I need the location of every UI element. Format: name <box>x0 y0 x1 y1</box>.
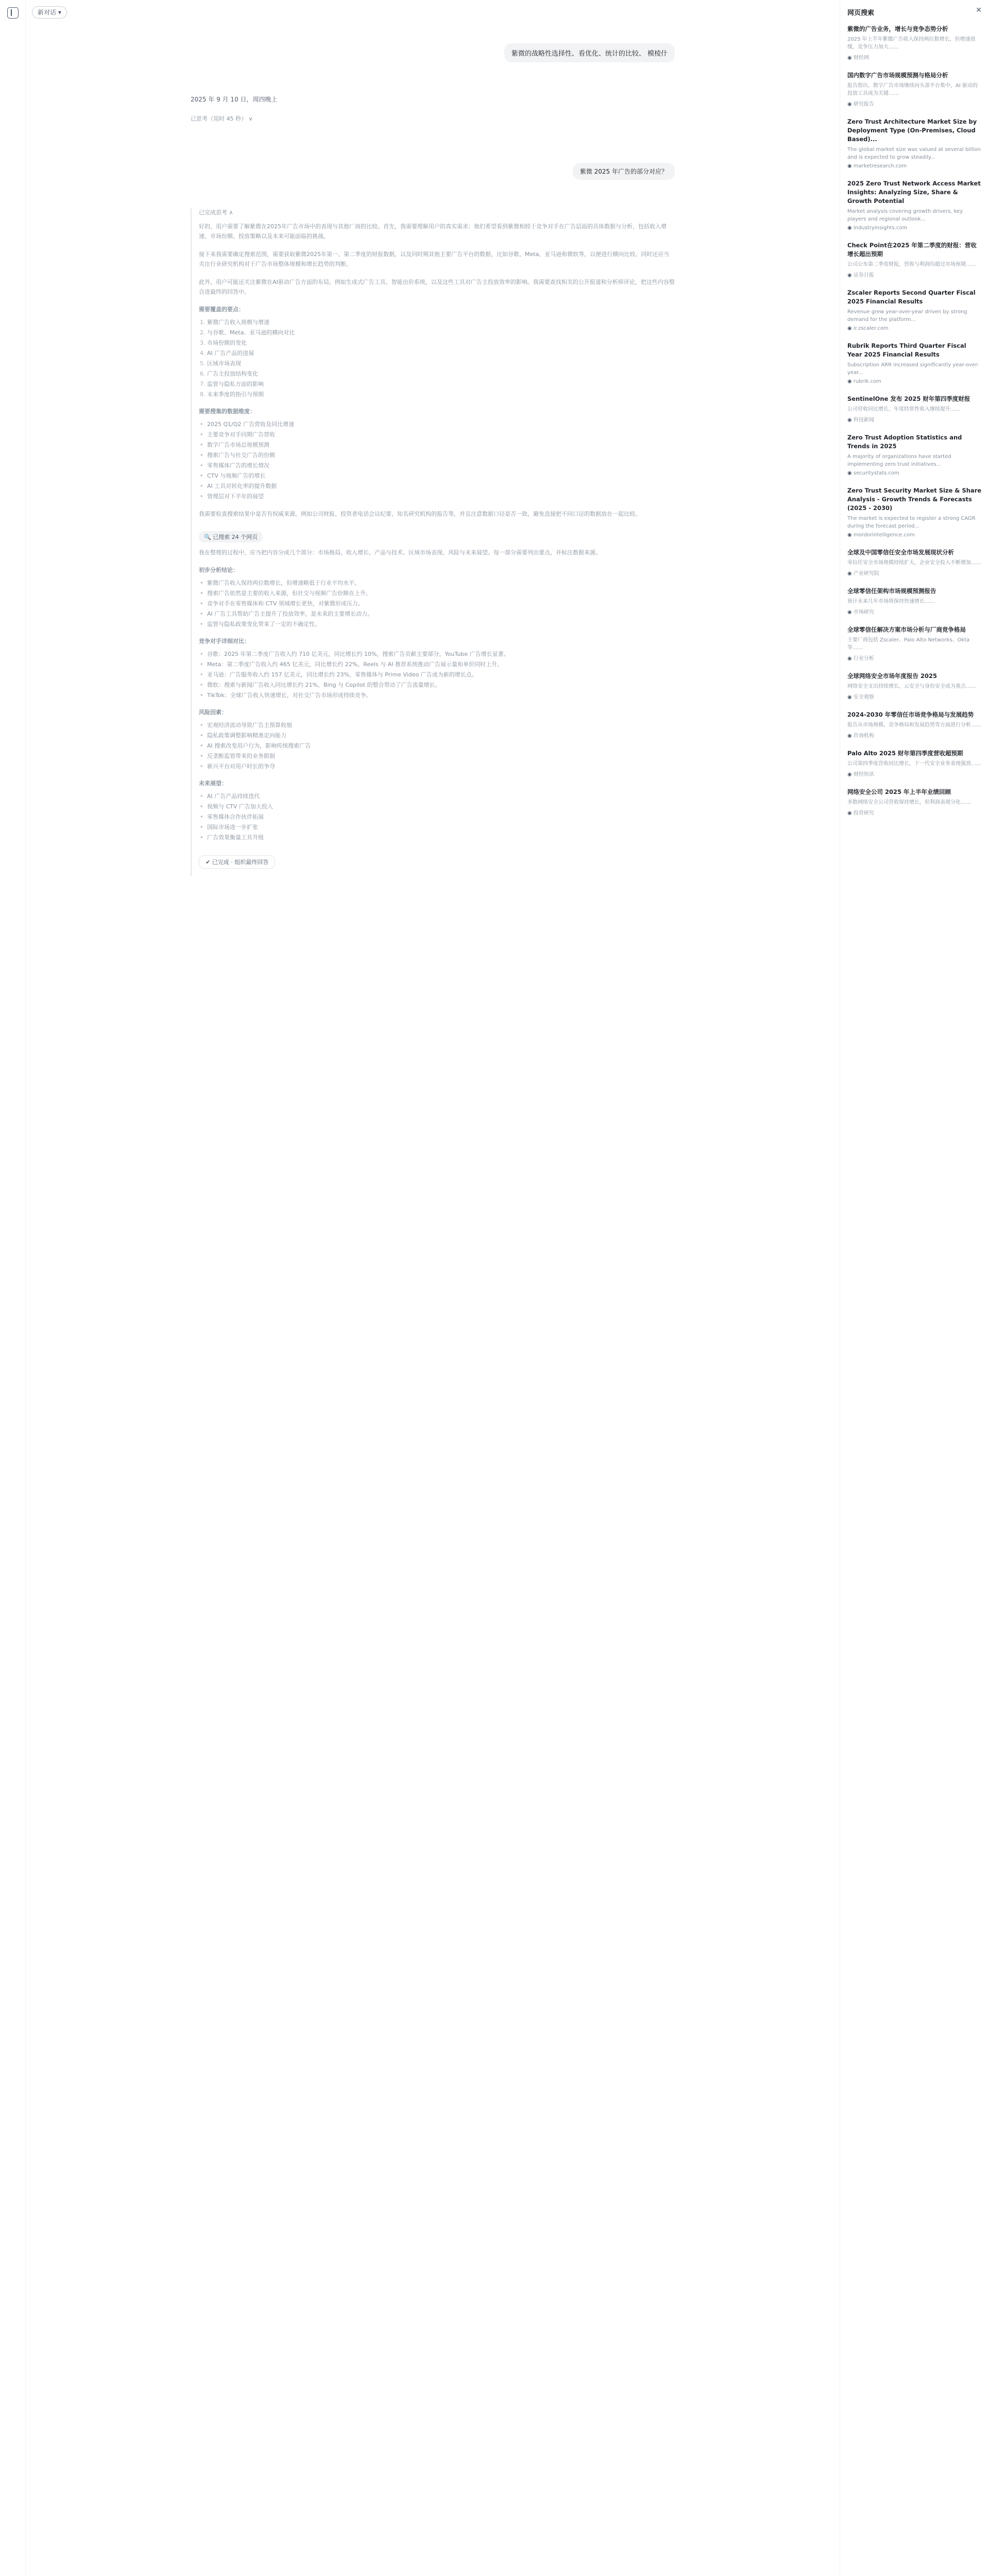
analysis-list <box>199 578 675 630</box>
source-title[interactable]: Zero Trust Architecture Market Size by Deployment Type (On-Premises, Cloud Based)... <box>847 118 977 143</box>
list-item: 广告主投放结构变化 <box>207 370 258 377</box>
source-title[interactable]: 网络安全公司 2025 年上半年业绩回顾 <box>847 788 951 795</box>
source-snippet: 预计未来几年市场将保持快速增长…… <box>847 599 935 604</box>
list-item: 市场份额的变化 <box>207 340 247 346</box>
follow-up-query-bubble: 紫微 2025 年广告的部分对应？ <box>573 163 675 180</box>
left-rail <box>0 0 26 2576</box>
source-item[interactable] <box>847 179 982 231</box>
list-item: • AI 广告产品持续迭代 <box>199 791 675 802</box>
list-item: • Meta：第二季度广告收入约 465 亿美元，同比增长约 22%，Reels 与 AI 推荐系统推动广告展示量和单价同时上升。 <box>199 659 675 670</box>
list-item: 区域市场表现 <box>207 360 241 367</box>
source-list <box>847 25 982 826</box>
thinking-done-chip: ✔ 已完成 · 组织最终回答 <box>199 855 275 869</box>
source-item[interactable] <box>847 71 982 107</box>
sidebar-toggle-icon[interactable] <box>7 7 19 19</box>
source-title[interactable]: Zero Trust Adoption Statistics and Trends in 2025 <box>847 434 962 450</box>
list-item: • 紫微广告收入保持两位数增长，但增速略低于行业平均水平。 <box>199 578 675 588</box>
list-item: • 国际市场进一步扩张 <box>199 822 675 833</box>
source-item[interactable] <box>847 241 982 278</box>
outlook-title: 未来展望： <box>199 780 227 787</box>
list-item: AI 广告产品的进展 <box>207 350 254 357</box>
sidebar-title: 网页搜索 <box>847 9 875 17</box>
source-title[interactable]: Palo Alto 2025 财年第四季度营收超预期 <box>847 750 963 757</box>
source-snippet: 主要厂商包括 Zscaler、Palo Alto Networks、Okta 等…… <box>847 637 970 651</box>
risk-list <box>199 720 675 772</box>
source-snippet: Subscription ARR increased significantly year-over-year... <box>847 362 979 376</box>
source-site: ◉ 行业分析 <box>847 654 982 662</box>
source-item[interactable] <box>847 672 982 700</box>
source-title[interactable]: Zero Trust Security Market Size & Share Analysis - Growth Trends & Forecasts (2025 - 2030) <box>847 487 982 512</box>
source-item[interactable] <box>847 395 982 423</box>
thinking-paragraph: 好的，用户需要了解紫微在2025年广告市场中的表现与其他厂商的比较。首先，我需要理解用户的真实需求：他们希望看到紫微相较于竞争对手在广告层面的具体数据与分析，包括收入增速、市场份额、投放策略以及未来可能面临的挑战。 <box>199 223 667 240</box>
thinking-panel <box>191 208 675 876</box>
list-item: • 广告效果衡量工具升级 <box>199 833 675 843</box>
source-item[interactable] <box>847 25 982 61</box>
list-item: • 谷歌：2025 年第二季度广告收入约 710 亿美元，同比增长约 10%，搜索广告贡献主要部分，YouTube 广告增长显著。 <box>199 649 675 659</box>
source-site: ◉ 产业研究院 <box>847 569 982 577</box>
source-site: ◉ securitystats.com <box>847 470 982 476</box>
source-site: ◉ industryinsights.com <box>847 225 982 231</box>
source-site: ◉ 研究报告 <box>847 99 982 107</box>
list-item: • 数字广告市场总规模预测 <box>199 440 675 450</box>
list-item: • 竞争对手在零售媒体和 CTV 领域增长更快，对紫微形成压力。 <box>199 599 675 609</box>
source-title[interactable]: 全球零信任解决方案市场分析与厂商竞争格局 <box>847 626 966 633</box>
source-item[interactable] <box>847 117 982 169</box>
source-item[interactable] <box>847 486 982 538</box>
source-title[interactable]: 国内数字广告市场规模预测与格局分析 <box>847 72 948 79</box>
thinking-paragraph: 我需要检查搜索结果中是否有权威来源，例如公司财报、投资者电话会议纪要、知名研究机构的报告等，并且注意数据口径是否一致，避免直接把不同口径的数据放在一起比较。 <box>199 511 641 517</box>
user-query-bubble: 紫微的战略性选择性、看优化、统计的比较、 模棱什 <box>504 43 675 62</box>
detail-title: 竞争对手详细对比： <box>199 638 250 645</box>
list-item: 与谷歌、Meta、亚马逊的横向对比 <box>207 329 295 336</box>
list-item: • AI 工具对转化率的提升数据 <box>199 481 675 492</box>
list-item: • 新兴平台对用户时长的争夺 <box>199 761 675 772</box>
close-icon[interactable]: ✕ <box>976 6 982 14</box>
list-item: • TikTok：全球广告收入快速增长，对社交广告市场形成持续竞争。 <box>199 690 675 701</box>
chat-main <box>191 0 706 2576</box>
collect-title: 需要搜集的数据维度： <box>199 408 255 415</box>
source-item[interactable] <box>847 342 982 384</box>
source-snippet: The global market size was valued at several billion and is expected to grow steadily... <box>847 147 981 160</box>
source-site: ◉ 财经快讯 <box>847 770 982 777</box>
source-title[interactable]: 全球零信任架构市场规模预测报告 <box>847 587 936 595</box>
source-snippet: 零信任安全市场规模持续扩大，企业安全投入不断增加…… <box>847 560 981 566</box>
source-snippet: 报告指出，数字广告市场继续向头部平台集中，AI 驱动的投放工具成为关键…… <box>847 83 978 96</box>
source-snippet: 2025 年上半年紫微广告收入保持两位数增长，但增速放缓，竞争压力加大…… <box>847 37 976 50</box>
source-site: ◉ 安全观察 <box>847 692 982 700</box>
source-snippet: 公司公布第二季度财报，营收与利润均超过市场预期…… <box>847 262 976 267</box>
list-item: • CTV 与视频广告的增长 <box>199 471 675 481</box>
list-item: • 搜索广告与社交广告的份额 <box>199 450 675 461</box>
source-site: ◉ 投资研究 <box>847 808 982 816</box>
source-site: ◉ 财经网 <box>847 53 982 61</box>
list-item: • 零售媒体广告的增长情况 <box>199 461 675 471</box>
source-site: ◉ 证券日报 <box>847 270 982 278</box>
source-item[interactable] <box>847 433 982 476</box>
list-item: • AI 广告工具帮助广告主提升了投放效率，是未来的主要增长动力。 <box>199 609 675 619</box>
plan-list <box>199 317 675 400</box>
response-meta: 2025 年 9 月 10 日，周四晚上 <box>191 96 278 103</box>
source-title[interactable]: 2024-2030 年零信任市场竞争格局与发展趋势 <box>847 711 974 718</box>
source-site: ◉ mordorintelligence.com <box>847 532 982 538</box>
source-snippet: Revenue grew year-over-year driven by strong demand for the platform... <box>847 309 967 323</box>
source-snippet: 多数网络安全公司营收保持增长，但利润表现分化…… <box>847 800 971 805</box>
source-title[interactable]: Rubrik Reports Third Quarter Fiscal Year 2025 Financial Results <box>847 342 966 358</box>
list-item: 监管与隐私方面的影响 <box>207 381 264 387</box>
source-item[interactable] <box>847 710 982 739</box>
list-item: 未来季度的指引与预期 <box>207 391 264 398</box>
list-item: • 零售媒体合作伙伴拓展 <box>199 812 675 822</box>
list-item: • 管理层对下半年的展望 <box>199 492 675 502</box>
list-item: • 反垄断监管带来的业务限制 <box>199 751 675 761</box>
source-item[interactable] <box>847 788 982 816</box>
source-snippet: 公司营收同比增长，年度经常性收入继续提升…… <box>847 406 961 412</box>
plan-title: 需要覆盖的要点： <box>199 306 244 313</box>
thinking-paragraph: 此外，用户可能还关注紫微在AI驱动广告方面的布局，例如生成式广告工具、智能出价系统，以及这些工具对广告主投放效率的影响。我需要查找相关的公开报道和分析师评论，把这些内容整合进最终的回答中。 <box>199 279 675 295</box>
list-item: • 亚马逊：广告服务收入约 157 亿美元，同比增长约 23%，零售媒体与 Prime Video 广告成为新的增长点。 <box>199 670 675 680</box>
source-site: ◉ marketresearch.com <box>847 163 982 169</box>
source-snippet: Market analysis covering growth drivers, key players and regional outlook... <box>847 209 963 222</box>
search-results-sidebar <box>840 0 989 2576</box>
source-title[interactable]: 全球及中国零信任安全市场发展现状分析 <box>847 549 954 556</box>
source-title[interactable]: 紫微的广告业务，增长与竞争态势分析 <box>847 25 948 32</box>
list-item: • 搜索广告依然是主要的收入来源，但社交与视频广告份额在上升。 <box>199 588 675 599</box>
source-site: ◉ 咨询机构 <box>847 731 982 739</box>
list-item: • 隐私政策调整影响精准定向能力 <box>199 731 675 741</box>
source-title[interactable]: Check Point在2025 年第二季度的财报：营收增长超出预期 <box>847 242 977 258</box>
source-snippet: The market is expected to register a strong CAGR during the forecast period... <box>847 516 976 529</box>
source-title[interactable]: Zscaler Reports Second Quarter Fiscal 2025 Financial Results <box>847 289 976 305</box>
thinking-duration-toggle[interactable]: 已思考（用时 45 秒） ∨ <box>191 115 253 122</box>
source-site: ◉ ir.zscaler.com <box>847 326 982 331</box>
list-item: • 2025 Q1/Q2 广告营收及同比增速 <box>199 419 675 430</box>
source-title[interactable]: 2025 Zero Trust Network Access Market Insights: Analyzing Size, Share & Growth Potential <box>847 180 981 205</box>
source-title[interactable]: SentinelOne 发布 2025 财年第四季度财报 <box>847 395 970 402</box>
risk-title: 风险因素： <box>199 709 227 716</box>
source-item[interactable] <box>847 625 982 662</box>
detail-list <box>199 649 675 701</box>
source-snippet: 公司第四季度营收同比增长，下一代安全业务表现强劲…… <box>847 761 981 767</box>
analysis-title: 初步分析结论： <box>199 567 238 573</box>
source-item[interactable] <box>847 587 982 615</box>
list-item: • 微软：搜索与新闻广告收入同比增长约 21%，Bing 与 Copilot 的整合带动了广告流量增长。 <box>199 680 675 690</box>
source-site: ◉ 市场研究 <box>847 607 982 615</box>
collect-list <box>199 419 675 502</box>
source-item[interactable] <box>847 289 982 331</box>
source-site: ◉ 科技新闻 <box>847 415 982 423</box>
source-snippet: 报告从市场规模、竞争格局和发展趋势等方面进行分析…… <box>847 722 981 728</box>
list-item: • 宏观经济波动导致广告主预算收缩 <box>199 720 675 731</box>
list-item: • 主要竞争对手同期广告营收 <box>199 430 675 440</box>
source-title[interactable]: 全球网络安全市场年度报告 2025 <box>847 672 937 680</box>
list-item: 紫微广告收入规模与增速 <box>207 319 269 326</box>
thinking-paragraph: 接下来我需要确定搜索范围，需要获取紫微2025年第一、第二季度的财报数据，以及同时期其他主要广告平台的数据，比如谷歌、Meta、亚马逊和微软等，以便进行横向比较。同时还应当关注行业研究机构对于广告市场整体规模和增长趋势的判断。 <box>199 251 670 267</box>
source-item[interactable] <box>847 548 982 577</box>
list-item: • 视频与 CTV 广告加大投入 <box>199 802 675 812</box>
thinking-title[interactable]: 已完成思考 ∧ <box>199 209 233 216</box>
list-item: • AI 搜索改变用户行为，影响传统搜索广告 <box>199 741 675 751</box>
search-results-chip[interactable]: 🔍 已搜索 24 个网页 <box>199 531 263 543</box>
outlook-list <box>199 791 675 843</box>
source-site: ◉ rubrik.com <box>847 379 982 384</box>
source-item[interactable] <box>847 749 982 777</box>
list-item: • 监管与隐私政策变化带来了一定的不确定性。 <box>199 619 675 630</box>
new-chat-button[interactable]: 新对话 ▾ <box>32 6 67 19</box>
thinking-paragraph: 我在整理的过程中，应当把内容分成几个部分：市场格局、收入增长、产品与技术、区域市场表现、风险与未来展望。每一部分需要列出要点，并标注数据来源。 <box>199 549 601 556</box>
source-snippet: 网络安全支出持续增长，云安全与身份安全成为重点…… <box>847 684 976 689</box>
source-snippet: A majority of organizations have started implementing zero trust initiatives... <box>847 454 951 467</box>
